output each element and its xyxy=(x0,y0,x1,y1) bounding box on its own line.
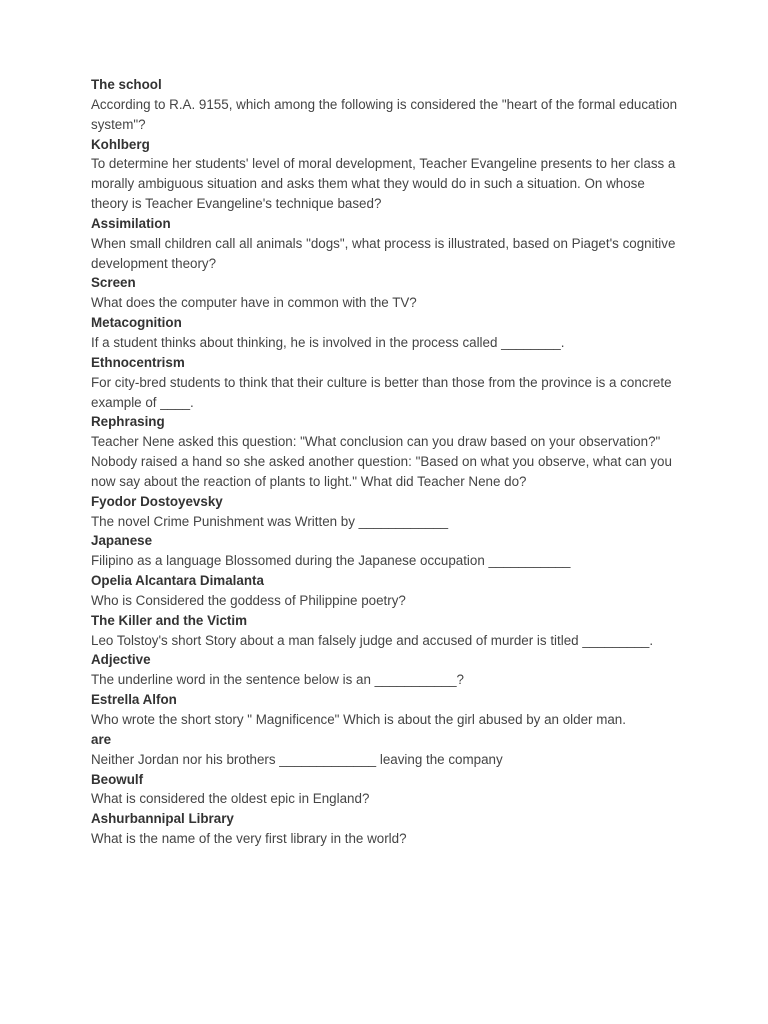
qa-entry xyxy=(91,353,682,413)
question-text: For city-bred students to think that their culture is better than those from the province is a concrete example of ____. xyxy=(91,374,676,410)
question-text: According to R.A. 9155, which among the following is considered the "heart of the formal education system"? xyxy=(91,96,681,132)
answer-text: The school xyxy=(91,77,162,92)
qa-entry xyxy=(91,135,682,214)
question-text: Who wrote the short story " Magnificence" Which is about the girl abused by an older man. xyxy=(91,712,626,727)
question-text: If a student thinks about thinking, he is involved in the process called ________. xyxy=(91,334,565,350)
question-text: What is the name of the very first library in the world? xyxy=(91,831,407,847)
qa-entry xyxy=(91,809,682,849)
answer-text: Screen xyxy=(91,275,136,291)
question-text: Leo Tolstoy's short Story about a man falsely judge and accused of murder is titled _________. xyxy=(91,632,654,648)
question-text: The novel Crime Punishment was Written by ____________ xyxy=(91,513,449,529)
answer-text: The Killer and the Victim xyxy=(91,612,248,628)
answer-text: Adjective xyxy=(91,652,151,668)
question-text: Filipino as a language Blossomed during the Japanese occupation ___________ xyxy=(91,553,571,569)
question-text: What is considered the oldest epic in England? xyxy=(91,791,370,807)
qa-entry xyxy=(91,650,682,690)
qa-entry xyxy=(91,75,682,135)
answer-text: Japanese xyxy=(91,533,153,549)
question-text: To determine her students' level of moral development, Teacher Evangeline presents to her class a morally ambiguous situation and asks them what they would do in such a situation. On whose theory is Teacher Evangeline's technique based? xyxy=(91,156,680,212)
qa-entry xyxy=(91,571,682,611)
qa-entry xyxy=(91,531,682,571)
qa-entry xyxy=(91,214,682,274)
answer-text: Beowulf xyxy=(91,771,144,787)
qa-entry xyxy=(91,690,682,730)
answer-text: Ethnocentrism xyxy=(91,354,185,370)
answer-text: Ashurbannipal Library xyxy=(91,811,234,827)
answer-text: Fyodor Dostoyevsky xyxy=(91,493,223,509)
qa-entry xyxy=(91,273,682,313)
answer-text: Metacognition xyxy=(91,315,182,331)
answer-text: Rephrasing xyxy=(91,414,165,430)
answer-text: are xyxy=(91,731,112,747)
qa-entry xyxy=(91,492,682,532)
answer-text: Assimilation xyxy=(91,215,171,231)
qa-entry xyxy=(91,313,682,353)
answer-text: Opelia Alcantara Dimalanta xyxy=(91,573,264,589)
qa-entry xyxy=(91,730,682,770)
qa-list xyxy=(91,75,682,849)
question-text: Who is Considered the goddess of Philippine poetry? xyxy=(91,592,406,608)
question-text: Neither Jordan nor his brothers _____________ leaving the company xyxy=(91,751,503,767)
question-text: The underline word in the sentence below is an ___________? xyxy=(91,672,464,688)
qa-entry xyxy=(91,412,682,491)
answer-text: Estrella Alfon xyxy=(91,692,177,708)
answer-text: Kohlberg xyxy=(91,136,150,152)
qa-entry xyxy=(91,611,682,651)
qa-entry xyxy=(91,770,682,810)
question-text: When small children call all animals "dogs", what process is illustrated, based on Piaget's cognitive development theory? xyxy=(91,235,680,271)
question-text: What does the computer have in common with the TV? xyxy=(91,295,417,311)
question-text: Teacher Nene asked this question: "What conclusion can you draw based on your observation?" Nobody raised a hand so she asked another question: "Based on what you observe, what can you now say about the reaction of plants to light." What did Teacher Nene do? xyxy=(91,434,676,489)
